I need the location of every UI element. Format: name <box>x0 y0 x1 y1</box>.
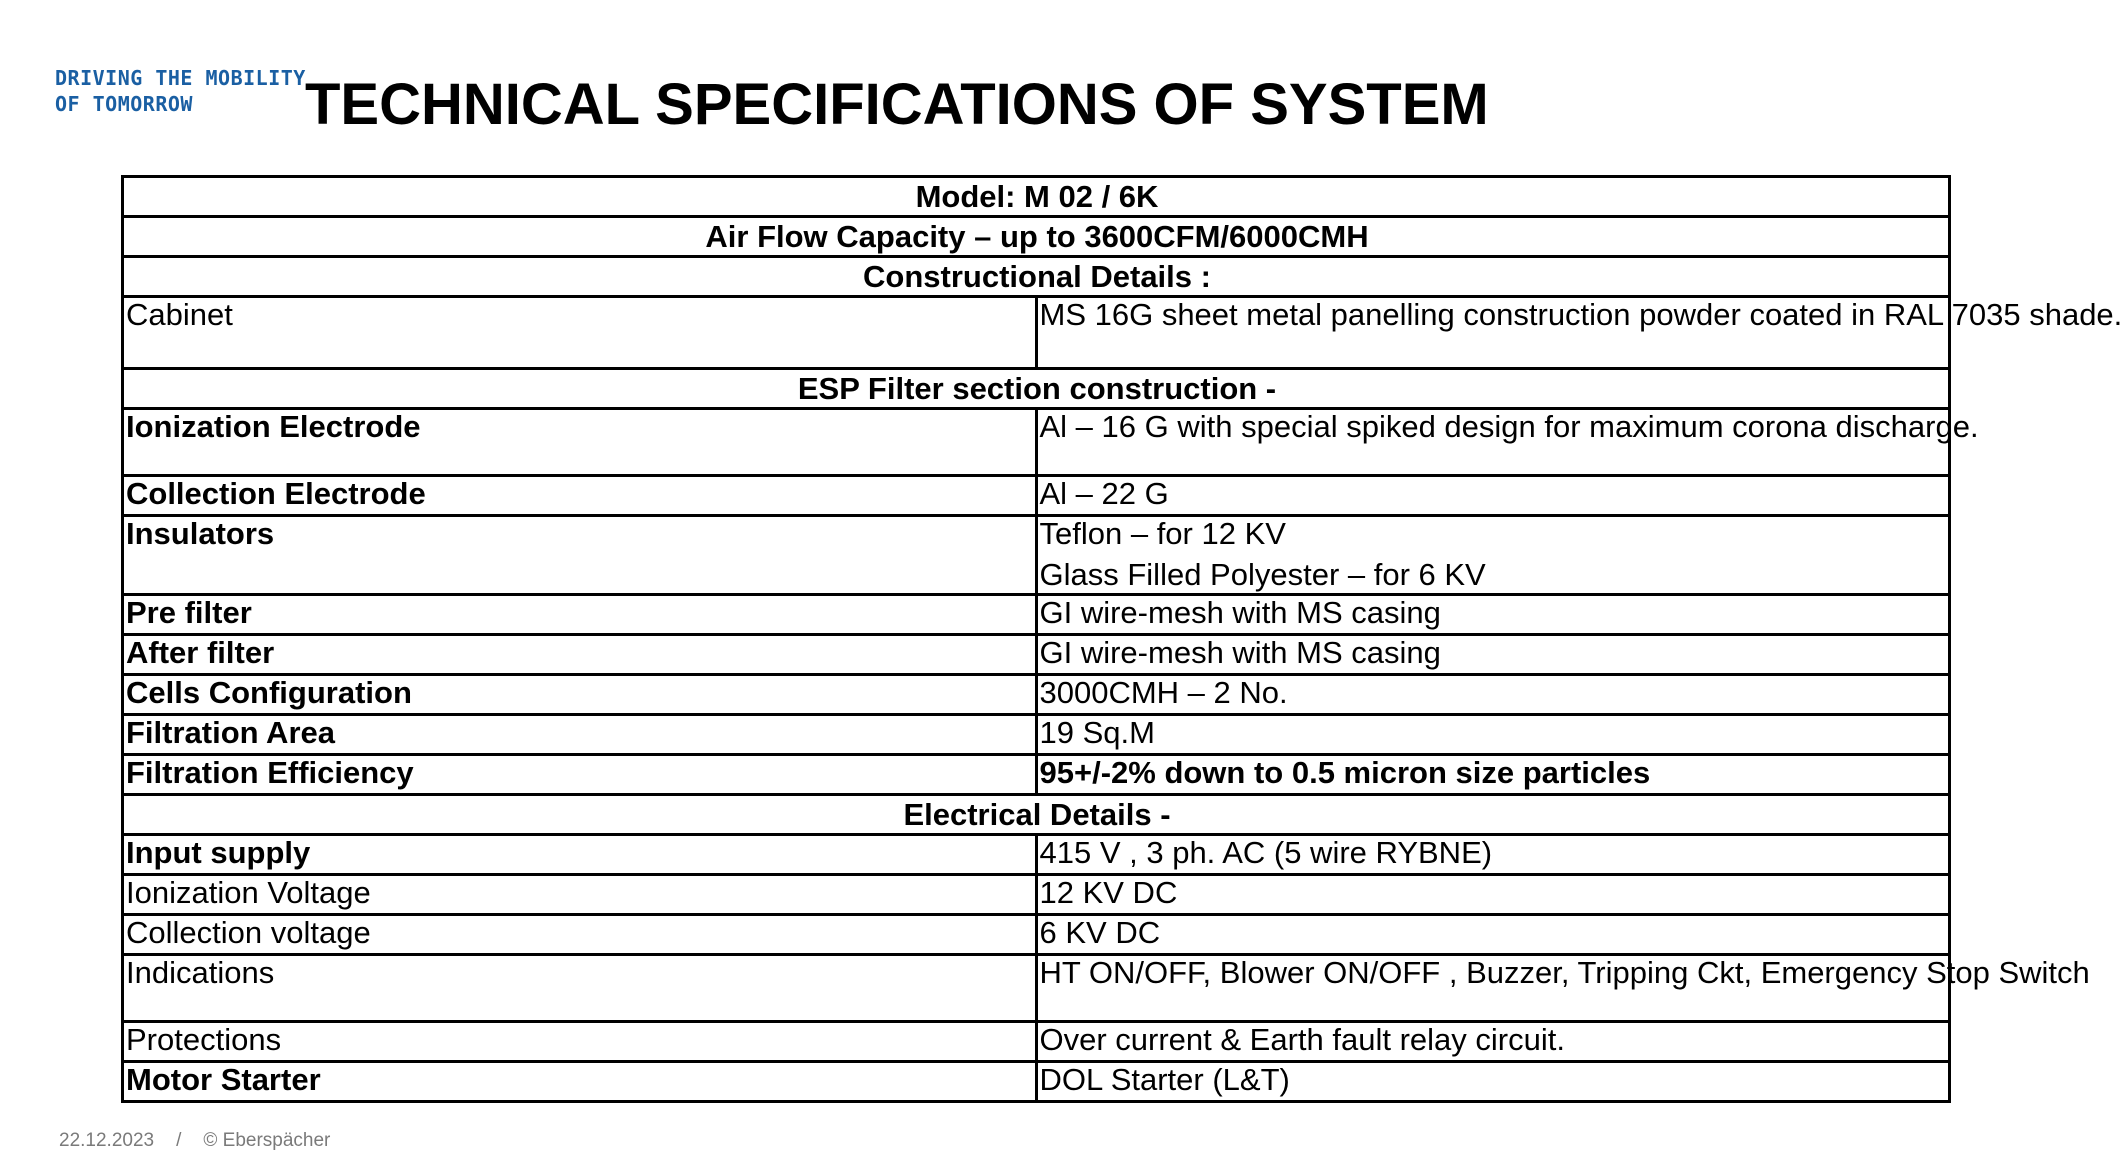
after-filter-label: After filter <box>123 635 1037 675</box>
table-row <box>123 755 1950 795</box>
cabinet-label: Cabinet <box>123 297 1037 369</box>
constructional-details-header: Constructional Details : <box>123 257 1950 297</box>
table-row <box>123 217 1950 257</box>
collection-voltage-value: 6 KV DC <box>1036 915 1950 955</box>
ionization-voltage-value: 12 KV DC <box>1036 875 1950 915</box>
filtration-area-value: 19 Sq.M <box>1036 715 1950 755</box>
filtration-area-label: Filtration Area <box>123 715 1037 755</box>
esp-filter-header: ESP Filter section construction - <box>123 369 1950 409</box>
table-row <box>123 476 1950 516</box>
input-supply-value: 415 V , 3 ph. AC (5 wire RYBNE) <box>1036 835 1950 875</box>
motor-starter-label: Motor Starter <box>123 1062 1037 1102</box>
protections-label: Protections <box>123 1022 1037 1062</box>
ionization-voltage-label: Ionization Voltage <box>123 875 1037 915</box>
footer-date: 22.12.2023 <box>59 1130 155 1151</box>
footer <box>59 1130 330 1152</box>
table-row <box>123 1022 1950 1062</box>
collection-voltage-label: Collection voltage <box>123 915 1037 955</box>
cabinet-value: MS 16G sheet metal panelling construction powder coated in RAL 7035 shade. <box>1036 297 1950 369</box>
table-row <box>123 369 1950 409</box>
filtration-efficiency-value: 95+/-2% down to 0.5 micron size particles <box>1036 755 1950 795</box>
table-row <box>123 1062 1950 1102</box>
model-header: Model: M 02 / 6K <box>123 177 1950 217</box>
indications-label: Indications <box>123 955 1037 1022</box>
input-supply-label: Input supply <box>123 835 1037 875</box>
pre-filter-value: GI wire-mesh with MS casing <box>1036 595 1950 635</box>
logo-line-2: OF TOMORROW <box>55 92 193 116</box>
insulators-value-line-2: Glass Filled Polyester – for 6 KV <box>1039 557 1486 592</box>
electrical-details-header: Electrical Details - <box>123 795 1950 835</box>
insulators-value-line-1: Teflon – for 12 KV <box>1039 516 1286 551</box>
table-row <box>123 635 1950 675</box>
table-row <box>123 297 1950 369</box>
page-title: TECHNICAL SPECIFICATIONS OF SYSTEM <box>305 72 1489 137</box>
table-row <box>123 516 1950 595</box>
table-row <box>123 409 1950 476</box>
protections-value: Over current & Earth fault relay circuit. <box>1036 1022 1950 1062</box>
company-logo <box>55 65 306 117</box>
ionization-electrode-value: Al – 16 G with special spiked design for maximum corona discharge. <box>1036 409 1950 476</box>
collection-electrode-label: Collection Electrode <box>123 476 1037 516</box>
table-row <box>123 915 1950 955</box>
cells-configuration-label: Cells Configuration <box>123 675 1037 715</box>
table-row <box>123 795 1950 835</box>
logo-line-1: DRIVING THE MOBILITY <box>55 66 306 90</box>
motor-starter-value: DOL Starter (L&T) <box>1036 1062 1950 1102</box>
insulators-value <box>1036 516 1950 595</box>
table-row <box>123 257 1950 297</box>
table-row <box>123 675 1950 715</box>
after-filter-value: GI wire-mesh with MS casing <box>1036 635 1950 675</box>
table-row <box>123 835 1950 875</box>
table-row <box>123 177 1950 217</box>
table-row <box>123 875 1950 915</box>
table-row <box>123 595 1950 635</box>
spec-table <box>121 175 2122 1103</box>
indications-value: HT ON/OFF, Blower ON/OFF , Buzzer, Tripping Ckt, Emergency Stop Switch <box>1036 955 1950 1022</box>
footer-separator: / <box>176 1130 182 1151</box>
collection-electrode-value: Al – 22 G <box>1036 476 1950 516</box>
ionization-electrode-label: Ionization Electrode <box>123 409 1037 476</box>
footer-copyright: © Eberspächer <box>203 1130 331 1151</box>
filtration-efficiency-label: Filtration Efficiency <box>123 755 1037 795</box>
table-row <box>123 715 1950 755</box>
pre-filter-label: Pre filter <box>123 595 1037 635</box>
table-row <box>123 955 1950 1022</box>
insulators-label: Insulators <box>123 516 1037 595</box>
cells-configuration-value: 3000CMH – 2 No. <box>1036 675 1950 715</box>
airflow-header: Air Flow Capacity – up to 3600CFM/6000CMH <box>123 217 1950 257</box>
